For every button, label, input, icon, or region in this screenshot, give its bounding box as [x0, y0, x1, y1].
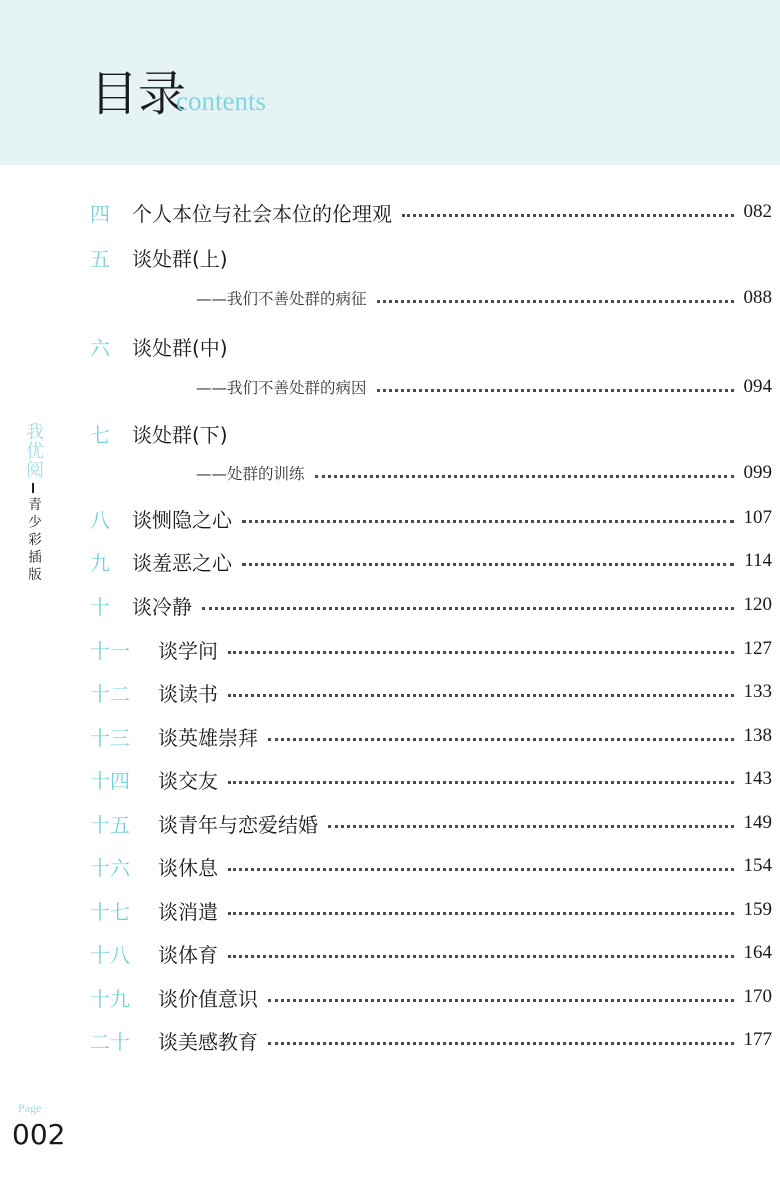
chapter-title: 谈英雄崇拜 — [158, 725, 258, 750]
chapter-title: 谈读书 — [158, 681, 218, 706]
chapter-number: 九 — [90, 550, 110, 575]
toc-entry[interactable] — [90, 849, 772, 883]
page-number-ref: 114 — [744, 550, 772, 571]
sidebar-series — [20, 422, 46, 585]
page-number-ref: 143 — [743, 768, 772, 789]
page-number-ref: 094 — [743, 376, 772, 397]
page-number-ref: 127 — [743, 638, 772, 659]
dot-leader — [228, 868, 734, 871]
dot-leader — [268, 738, 734, 741]
page-number-ref: 088 — [743, 287, 772, 308]
dot-leader — [402, 214, 734, 217]
toc-entry[interactable] — [90, 936, 772, 970]
dot-leader — [242, 520, 734, 523]
toc-subentry[interactable] — [196, 456, 772, 490]
toc-entry[interactable] — [90, 675, 772, 709]
page-label: Page — [18, 1101, 42, 1115]
chapter-number: 十八 — [90, 942, 130, 967]
toc-entry[interactable] — [90, 588, 772, 622]
toc-entry[interactable] — [90, 806, 772, 840]
toc-entry[interactable] — [90, 980, 772, 1014]
toc-entry[interactable] — [90, 416, 772, 450]
page-number-ref: 159 — [743, 899, 772, 920]
toc-entry[interactable] — [90, 762, 772, 796]
toc-entry[interactable] — [90, 195, 772, 229]
chapter-number: 十四 — [90, 768, 130, 793]
chapter-title: 谈休息 — [158, 855, 218, 880]
dot-leader — [377, 389, 734, 392]
chapter-title: 谈处群(下) — [132, 422, 228, 447]
chapter-subtitle: ——处群的训练 — [196, 465, 305, 483]
dot-leader — [228, 912, 734, 915]
chapter-number: 六 — [90, 335, 110, 360]
chapter-title: 谈价值意识 — [158, 986, 258, 1011]
page-number-ref: 149 — [743, 812, 772, 833]
page-number-ref: 164 — [743, 942, 772, 963]
series-edition: 青少彩插版 — [25, 497, 41, 585]
toc-entry[interactable] — [90, 719, 772, 753]
chapter-number: 十三 — [90, 725, 130, 750]
chapter-number: 八 — [90, 507, 110, 532]
dot-leader — [202, 607, 734, 610]
chapter-number: 十九 — [90, 986, 130, 1011]
page-number-ref: 177 — [743, 1029, 772, 1050]
chapter-title: 谈消遣 — [158, 899, 218, 924]
dot-leader — [268, 1042, 734, 1045]
dot-leader — [242, 563, 734, 566]
chapter-number: 七 — [90, 422, 110, 447]
page-number-ref: 099 — [743, 462, 772, 483]
dot-leader — [315, 475, 734, 478]
side-divider — [32, 483, 34, 493]
chapter-title: 谈美感教育 — [158, 1029, 258, 1054]
toc-entry[interactable] — [90, 893, 772, 927]
dot-leader — [228, 694, 734, 697]
chapter-title: 谈青年与恋爱结婚 — [158, 812, 318, 837]
page-subtitle: contents — [176, 86, 266, 116]
chapter-subtitle: ——我们不善处群的病因 — [196, 379, 367, 397]
page-number-ref: 133 — [743, 681, 772, 702]
toc-entry[interactable] — [90, 501, 772, 535]
page-number-ref: 138 — [743, 725, 772, 746]
page-number-ref: 082 — [743, 201, 772, 222]
toc-entry[interactable] — [90, 544, 772, 578]
chapter-title: 谈学问 — [158, 638, 218, 663]
chapter-number: 十二 — [90, 681, 130, 706]
dot-leader — [328, 825, 734, 828]
chapter-title: 谈恻隐之心 — [132, 507, 232, 532]
toc-entry[interactable] — [90, 632, 772, 666]
page-number-ref: 170 — [743, 986, 772, 1007]
chapter-number: 十 — [90, 594, 110, 619]
dot-leader — [228, 955, 734, 958]
chapter-subtitle: ——我们不善处群的病征 — [196, 290, 367, 308]
chapter-title: 谈羞恶之心 — [132, 550, 232, 575]
chapter-number: 十六 — [90, 855, 130, 880]
toc-entry[interactable] — [90, 1023, 772, 1057]
chapter-title: 谈处群(中) — [132, 335, 228, 360]
dot-leader — [228, 781, 734, 784]
chapter-number: 五 — [90, 246, 110, 271]
page-number-ref: 154 — [743, 855, 772, 876]
dot-leader — [377, 300, 734, 303]
chapter-number: 二十 — [90, 1029, 130, 1054]
page-number: 002 — [12, 1118, 66, 1151]
dot-leader — [268, 999, 734, 1002]
chapter-number: 十一 — [90, 638, 130, 663]
chapter-title: 谈交友 — [158, 768, 218, 793]
chapter-title: 谈处群(上) — [132, 246, 228, 271]
toc-subentry[interactable] — [196, 281, 772, 315]
series-brand: 我优阅 — [23, 422, 44, 479]
chapter-title: 谈冷静 — [132, 594, 192, 619]
chapter-number: 十五 — [90, 812, 130, 837]
toc-subentry[interactable] — [196, 370, 772, 404]
chapter-number: 四 — [90, 201, 110, 226]
toc-entry[interactable] — [90, 240, 772, 274]
dot-leader — [228, 651, 734, 654]
chapter-title: 个人本位与社会本位的伦理观 — [132, 201, 392, 226]
page-title: 目录 — [90, 66, 187, 122]
page-number-ref: 107 — [743, 507, 772, 528]
chapter-title: 谈体育 — [158, 942, 218, 967]
chapter-number: 十七 — [90, 899, 130, 924]
toc-entry[interactable] — [90, 329, 772, 363]
page-number-ref: 120 — [743, 594, 772, 615]
